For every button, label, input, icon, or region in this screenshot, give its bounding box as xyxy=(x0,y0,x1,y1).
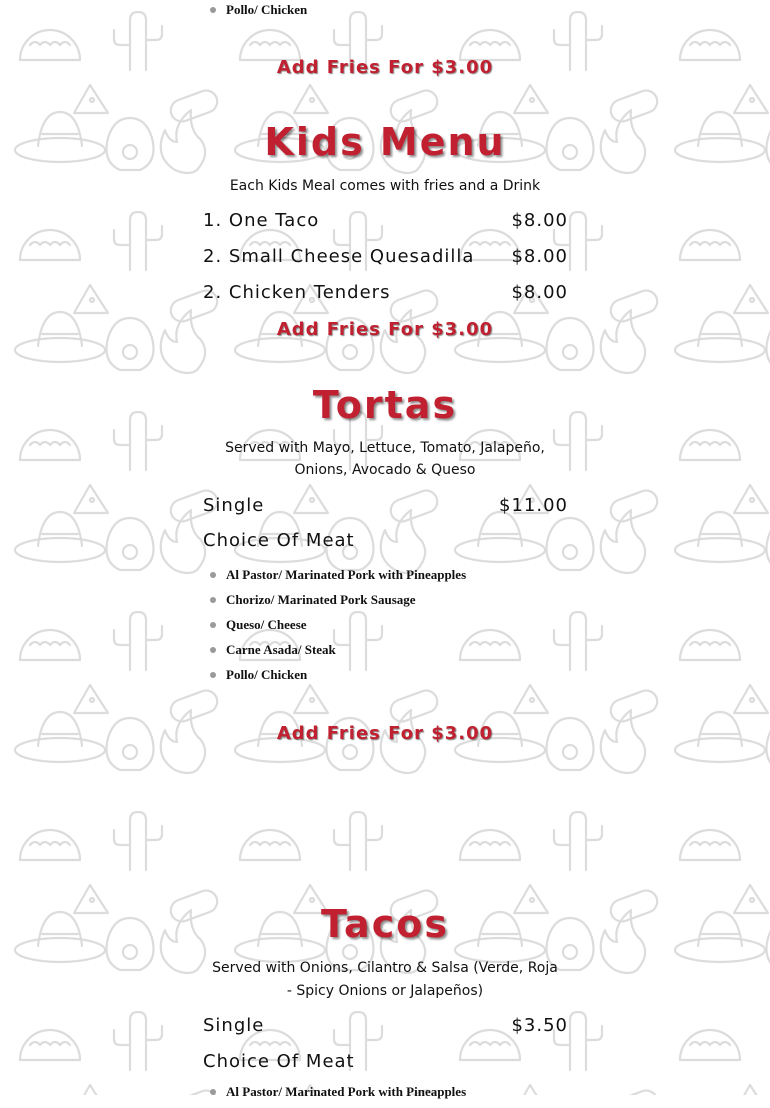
item-price: $8.00 xyxy=(511,246,568,267)
list-item: Chorizo/ Marinated Pork Sausage xyxy=(210,591,466,616)
item-name: Single xyxy=(203,1015,265,1036)
menu-item-row xyxy=(203,210,568,231)
item-price: $8.00 xyxy=(511,282,568,303)
previous-meat-list xyxy=(210,1,307,26)
add-fries-note: Add Fries For $3.00 xyxy=(276,319,494,340)
tortas-meat-list xyxy=(210,566,466,691)
list-item: Carne Asada/ Steak xyxy=(210,641,466,666)
bullet-icon xyxy=(210,647,216,653)
tortas-description-line-1: Served with Mayo, Lettuce, Tomato, Jalapeño, xyxy=(225,440,545,456)
item-name: 1. One Taco xyxy=(203,210,320,231)
choice-of-meat-heading: Choice Of Meat xyxy=(203,530,355,551)
bullet-icon xyxy=(210,7,216,13)
menu-item-row-single xyxy=(203,495,568,516)
item-price: $11.00 xyxy=(499,495,568,516)
menu-item-row xyxy=(203,282,568,303)
menu-item-row xyxy=(203,246,568,267)
tacos-meat-list xyxy=(210,1083,466,1108)
choice-of-meat-heading: Choice Of Meat xyxy=(203,1051,355,1072)
item-name: 2. Small Cheese Quesadilla xyxy=(203,246,475,267)
bullet-icon xyxy=(210,672,216,678)
bullet-icon xyxy=(210,1089,216,1095)
item-price: $3.50 xyxy=(511,1015,568,1036)
menu-item-row-single xyxy=(203,1015,568,1036)
section-title-tacos: Tacos xyxy=(321,902,449,946)
tacos-description-line-1: Served with Onions, Cilantro & Salsa (Verde, Roja xyxy=(212,960,558,976)
item-name: 2. Chicken Tenders xyxy=(203,282,391,303)
kids-description: Each Kids Meal comes with fries and a Drink xyxy=(229,178,541,194)
tacos-description-line-2: - Spicy Onions or Jalapeños) xyxy=(286,983,484,999)
list-item: Al Pastor/ Marinated Pork with Pineapples xyxy=(210,1083,466,1108)
list-item: Queso/ Cheese xyxy=(210,616,466,641)
bullet-icon xyxy=(210,572,216,578)
list-item: Pollo/ Chicken xyxy=(210,1,307,26)
list-item: Pollo/ Chicken xyxy=(210,666,466,691)
bullet-icon xyxy=(210,622,216,628)
item-name: Single xyxy=(203,495,265,516)
item-price: $8.00 xyxy=(511,210,568,231)
list-item: Al Pastor/ Marinated Pork with Pineapples xyxy=(210,566,466,591)
bullet-icon xyxy=(210,597,216,603)
section-title-tortas: Tortas xyxy=(312,383,458,427)
tortas-description-line-2: Onions, Avocado & Queso xyxy=(294,462,476,478)
add-fries-note: Add Fries For $3.00 xyxy=(276,723,494,744)
section-title-kids-menu: Kids Menu xyxy=(264,120,506,164)
add-fries-note: Add Fries For $3.00 xyxy=(276,57,494,78)
